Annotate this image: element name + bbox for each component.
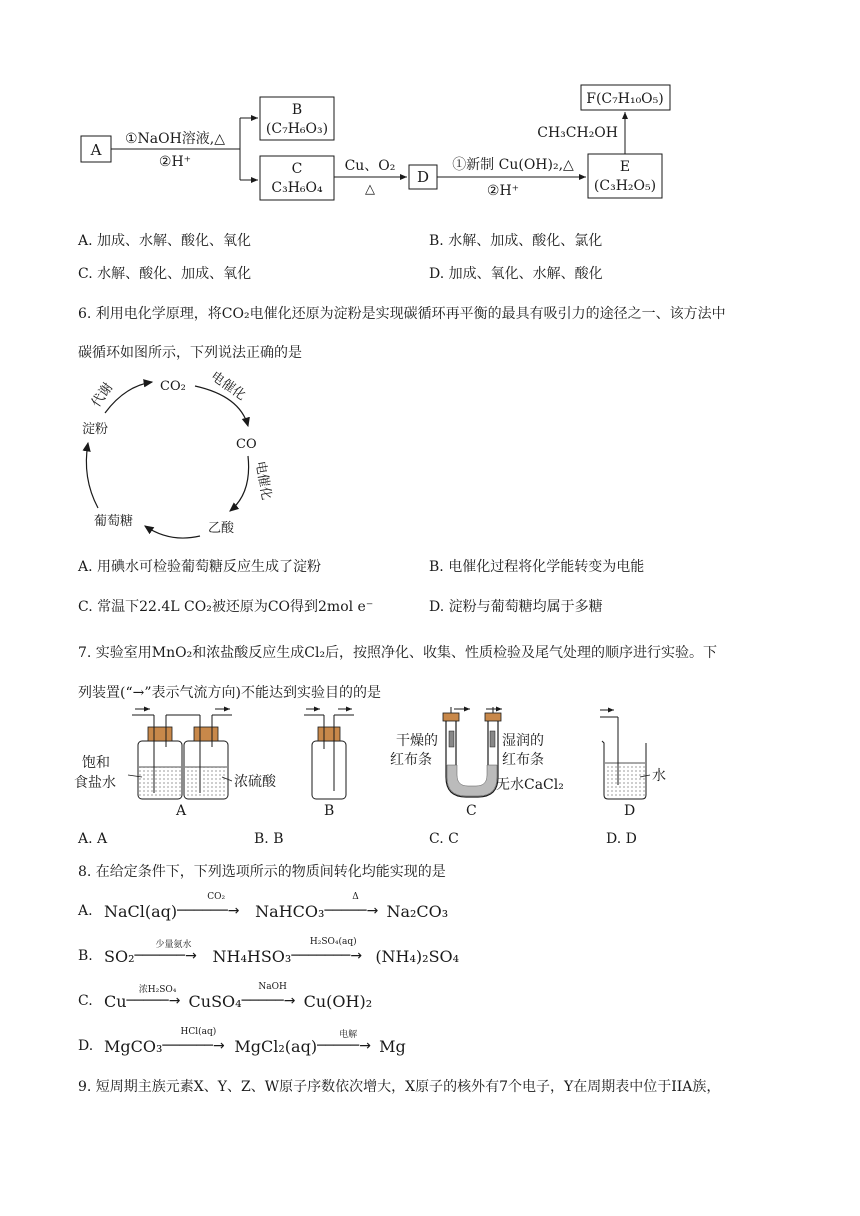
q5-reaction-scheme (0, 0, 860, 215)
apparatus-a (128, 709, 232, 799)
reaction-arrow: HCl(aq) ──────→ (162, 1027, 225, 1054)
cond-naoh: ①NaOH溶液,△ (124, 131, 226, 147)
q5-option-d[interactable]: D. 加成、氧化、水解、酸化 (429, 266, 603, 282)
label-water: 水 (652, 768, 666, 784)
edge-electrocatalysis-1: 电催化 (207, 368, 249, 404)
q6-option-d[interactable]: D. 淀粉与葡萄糖均属于多糖 (429, 599, 603, 615)
reaction-arrow: NaOH ─────→ (241, 982, 296, 1009)
q7-stem-line2: 列装置(“→”表示气流方向)不能达到实验目的的是 (78, 685, 381, 701)
q6-option-b[interactable]: B. 电催化过程将化学能转变为电能 (429, 559, 645, 575)
carbon-cycle-diagram (70, 368, 300, 548)
label-wet: 湿润的 (502, 733, 544, 749)
box-f-label: F(C₇H₁₀O₅) (586, 91, 664, 107)
q7-apparatus-figure (70, 705, 710, 823)
q6-option-a[interactable]: A. 用碘水可检验葡萄糖反应生成了淀粉 (78, 559, 322, 575)
cond-cu-o2: Cu、O₂ (344, 158, 396, 174)
species: SO₂ (104, 946, 135, 966)
box-c-label: C (291, 161, 303, 177)
cond-cu-oh2: ①新制 Cu(OH)₂,△ (452, 157, 574, 173)
reaction-arrow: H₂SO₄(aq) ───────→ (291, 937, 363, 964)
species: CuSO₄ (188, 991, 242, 1011)
q9-stem: 9. 短周期主族元素X、Y、Z、W原子序数依次增大，X原子的核外有7个电子，Y在周期表中位于IIA族， (78, 1079, 721, 1095)
box-e-formula: (C₃H₂O₅) (593, 178, 657, 194)
q5-option-b[interactable]: B. 水解、加成、酸化、氯化 (429, 233, 603, 249)
cond-heat: △ (365, 182, 375, 197)
option-letter: D. (78, 1038, 94, 1054)
label-apparatus-c: C (466, 803, 477, 819)
label-saturated: 饱和 (82, 755, 110, 771)
q7-option-b[interactable]: B. B (254, 831, 284, 847)
box-e-label: E (619, 159, 631, 175)
q8-option-b[interactable] (78, 937, 460, 967)
option-letter: A. (78, 903, 93, 919)
species: NaHCO₃ (255, 901, 325, 921)
box-b-formula: (C₇H₆O₃) (265, 121, 329, 137)
q7-option-c[interactable]: C. C (429, 831, 459, 847)
cond-h-plus: ②H⁺ (158, 154, 192, 170)
node-co: CO (236, 437, 257, 452)
label-apparatus-b: B (324, 803, 335, 819)
apparatus-b (304, 709, 354, 799)
box-a-label: A (90, 141, 102, 159)
species: Na₂CO₃ (386, 901, 449, 921)
reaction-arrow: 少量氨水 ──────→ (134, 940, 197, 964)
cond-h-plus-2: ②H⁺ (486, 183, 520, 199)
cond-ethanol: CH₃CH₂OH (537, 125, 618, 141)
box-c-formula: C₃H₆O₄ (271, 180, 323, 196)
box-b-label: B (291, 102, 303, 118)
node-starch: 淀粉 (82, 422, 109, 437)
label-salt-water: 食盐水 (74, 775, 116, 791)
q8-option-d[interactable] (78, 1027, 406, 1057)
reaction-arrow: Δ ─────→ (324, 892, 379, 919)
label-wet-cloth: 红布条 (502, 752, 544, 768)
reaction-arrow: 电解 ─────→ (317, 1030, 371, 1054)
species: NH₄HSO₃ (212, 946, 292, 966)
q7-stem-line1: 7. 实验室用MnO₂和浓盐酸反应生成Cl₂后，按照净化、收集、性质检验及尾气处理的顺序进行实验。下 (78, 645, 718, 661)
q7-option-a[interactable]: A. A (78, 831, 108, 847)
q8-option-c[interactable] (78, 982, 373, 1012)
q8-stem: 8. 在给定条件下，下列选项所示的物质间转化均能实现的是 (78, 864, 446, 880)
q8-option-a[interactable] (78, 892, 449, 922)
node-glucose: 葡萄糖 (94, 514, 134, 529)
reaction-arrow: CO₂ ──────→ (177, 892, 240, 919)
arrow-co-to-acetic (230, 456, 249, 511)
node-co2: CO₂ (160, 379, 186, 394)
q5-option-a[interactable]: A. 加成、水解、酸化、氧化 (78, 233, 252, 249)
species: NaCl(aq) (104, 901, 178, 921)
species: Cu(OH)₂ (303, 991, 373, 1011)
option-letter: B. (78, 948, 93, 964)
q6-stem-line1: 6. 利用电化学原理，将CO₂电催化还原为淀粉是实现碳循环再平衡的最具有吸引力的途径之一、该方法中 (78, 306, 726, 322)
label-dry: 干燥的 (396, 733, 438, 749)
arrow-acetic-to-glucose (145, 526, 200, 538)
edge-electrocatalysis-2: 电催化 (252, 460, 274, 502)
species: MgCl₂(aq) (234, 1036, 318, 1056)
q7-option-d[interactable]: D. D (606, 831, 637, 847)
label-dry-cloth: 红布条 (390, 752, 432, 768)
q5-option-c[interactable]: C. 水解、酸化、加成、氧化 (78, 266, 252, 282)
species: Mg (379, 1036, 406, 1056)
edge-metabolism: 代谢 (88, 380, 117, 411)
arrow-glucose-to-starch (86, 443, 98, 508)
q6-option-c[interactable]: C. 常温下22.4L CO₂被还原为CO得到2mol e⁻ (78, 599, 374, 615)
q6-stem-line2: 碳循环如图所示，下列说法正确的是 (78, 345, 302, 361)
label-apparatus-d: D (624, 803, 636, 819)
option-letter: C. (78, 993, 93, 1009)
label-conc-h2so4: 浓硫酸 (234, 774, 276, 790)
species: MgCO₃ (104, 1036, 163, 1056)
species: Cu (104, 991, 127, 1011)
species: (NH₄)₂SO₄ (375, 946, 460, 966)
node-acetic-acid: 乙酸 (208, 521, 235, 536)
reaction-arrow: 浓H₂SO₄ ─────→ (126, 985, 181, 1009)
box-d-label: D (416, 168, 430, 186)
apparatus-c (443, 707, 502, 797)
label-apparatus-a: A (176, 803, 187, 819)
apparatus-d (600, 710, 650, 799)
label-cacl2: 无水CaCl₂ (496, 777, 564, 793)
